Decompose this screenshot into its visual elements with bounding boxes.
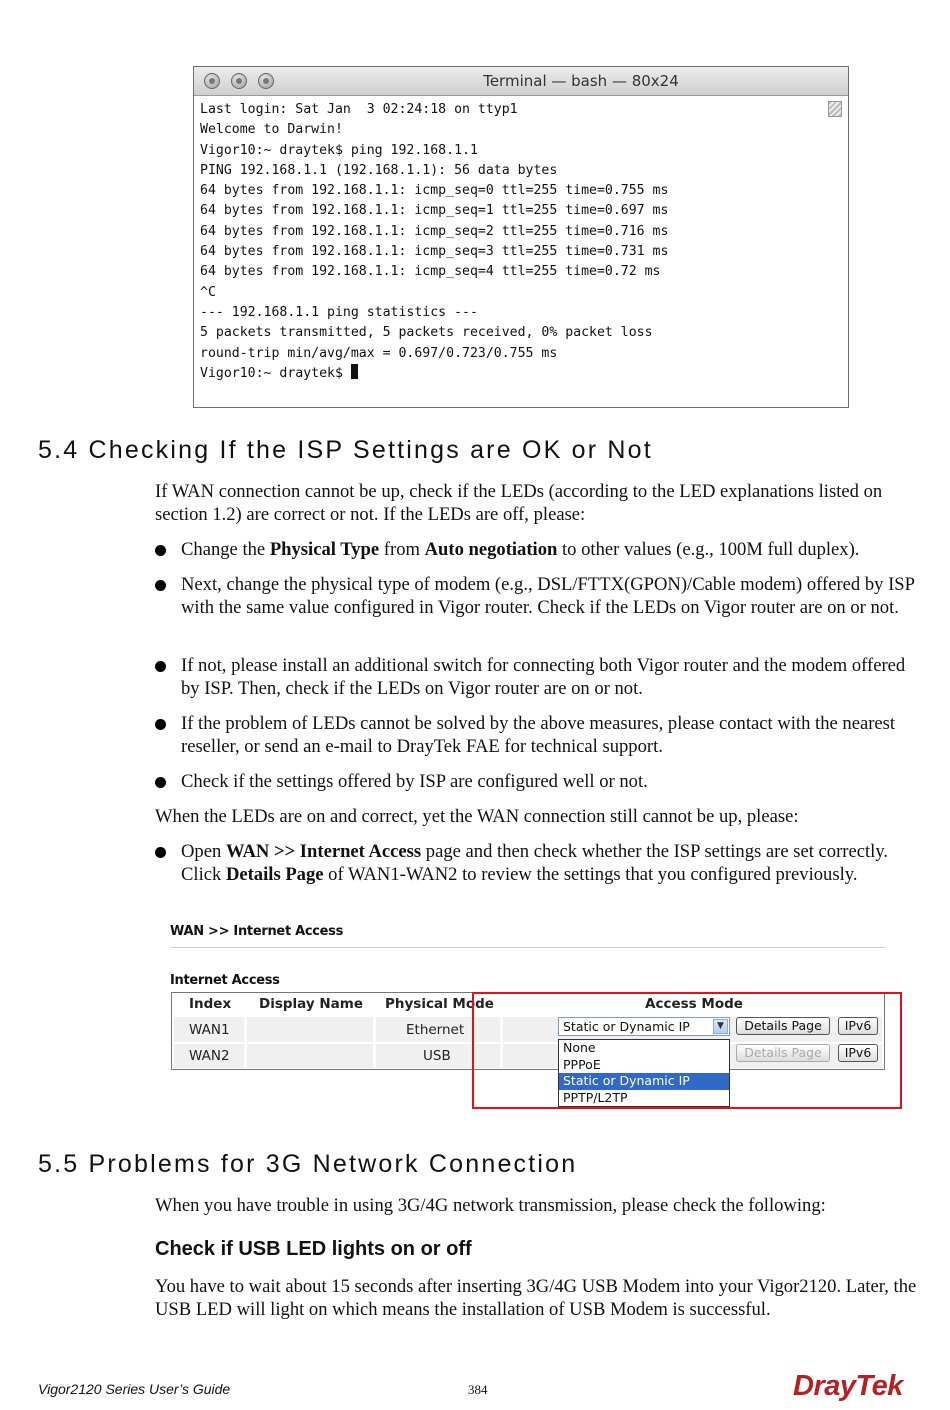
resize-grip-icon[interactable] [828,101,842,117]
wan1-details-page-button[interactable]: Details Page [736,1017,830,1035]
divider [170,947,886,948]
bullet-text: If the problem of LEDs cannot be solved by the above measures, please contact with the nearest reseller, or send an e-mail to DrayTek FAE for technical support. [181,713,896,757]
bullet-text: Open [181,841,226,862]
page-number: 384 [468,1382,488,1397]
bullet-text: If not, please install an additional switch for connecting both Vigor router and the modem offered by ISP. Then, check if the LEDs on Vigor router are on or not. [181,655,906,699]
footer-guide-title: Vigor2120 Series User’s Guide [38,1381,231,1397]
chevron-down-icon[interactable]: ▼ [713,1019,728,1034]
terminal-window [193,66,849,408]
terminal-line: 5 packets transmitted, 5 packets received, 0% packet loss [200,325,653,341]
section55-body: You have to wait about 15 seconds after inserting 3G/4G USB Modem into your Vigor2120. Later, the USB LED will light on which means the installation of USB Modem is successful. [155,1276,917,1320]
internet-access-label: Internet Access [170,973,280,988]
terminal-line: Vigor10:~ draytek$ ping 192.168.1.1 [200,142,478,158]
terminal-line: --- 192.168.1.1 ping statistics --- [200,304,478,320]
terminal-line: PING 192.168.1.1 (192.168.1.1): 56 data bytes [200,162,558,178]
table-cell [247,1044,373,1068]
bullet-text: to other values (e.g., 100M full duplex). [557,539,860,560]
bullet-text: of WAN1-WAN2 to review the settings that you configured previously. [323,864,858,885]
column-header-display-name: Display Name [259,996,363,1012]
row-physical-mode: USB [423,1048,451,1064]
bullet-item [155,712,925,758]
bullet-item [155,538,925,561]
bullet-item [155,573,925,619]
terminal-title: Terminal — bash — 80x24 [483,72,679,90]
section54-when: When the LEDs are on and correct, yet the WAN connection still cannot be up, please: [155,806,799,827]
terminal-line: Welcome to Darwin! [200,122,343,138]
draytek-logo: DrayTek [793,1370,903,1402]
dropdown-option-pptp-l2tp[interactable]: PPTP/L2TP [563,1089,628,1105]
bullet-text: Next, change the physical type of modem (e.g., DSL/FTTX(GPON)/Cable modem) offered by ISP with the same value configured in Vigor router. Check if the LEDs on Vigor router are on or not. [181,574,915,618]
bullet-dot-icon [155,545,166,556]
section54-intro: If WAN connection cannot be up, check if the LEDs (according to the LED explanations listed on section 1.2) are correct or not. If the LEDs are off, please: [155,481,883,525]
terminal-line: round-trip min/avg/max = 0.697/0.723/0.755 ms [200,345,558,361]
terminal-line: 64 bytes from 192.168.1.1: icmp_seq=3 ttl=255 time=0.731 ms [200,244,669,260]
bullet-text: page and then check whether the ISP settings are set correctly. Click [181,841,889,885]
terminal-prompt: Vigor10:~ draytek$ [200,365,351,381]
highlight-box [472,992,902,1109]
bullet-bold-text: Auto negotiation [424,539,558,560]
bullet-dot-icon [155,719,166,730]
bullet-text: Change the [181,539,270,560]
bullet-item [155,840,925,886]
terminal-line: ^C [200,284,216,300]
terminal-line: 64 bytes from 192.168.1.1: icmp_seq=1 ttl=255 time=0.697 ms [200,203,669,219]
row-physical-mode: Ethernet [406,1022,465,1038]
terminal-cursor [351,364,358,379]
section-heading-5-5: 5.5 Problems for 3G Network Connection [38,1150,578,1178]
wan-page-title: WAN >> Internet Access [170,924,344,939]
bullet-text: Check if the settings offered by ISP are configured well or not. [181,771,648,792]
wan2-ipv6-button[interactable]: IPv6 [838,1044,878,1062]
column-header-index: Index [189,996,232,1012]
access-mode-selected-value: Static or Dynamic IP [563,1019,690,1034]
section-heading-5-4: 5.4 Checking If the ISP Settings are OK or Not [38,436,653,464]
bullet-dot-icon [155,847,166,858]
terminal-line: Last login: Sat Jan 3 02:24:18 on ttyp1 [200,102,518,117]
bullet-dot-icon [155,777,166,788]
wan1-ipv6-button[interactable]: IPv6 [838,1017,878,1035]
terminal-prompt-line [200,364,668,384]
column-header-access-mode: Access Mode [645,996,743,1012]
terminal-line: 64 bytes from 192.168.1.1: icmp_seq=2 ttl=255 time=0.716 ms [200,223,669,239]
bullet-dot-icon [155,580,166,591]
bullet-bold-text: Details Page [225,864,324,885]
row-index: WAN2 [189,1048,230,1064]
bullet-bold-text: Physical Type [269,539,380,560]
terminal-titlebar [194,67,848,96]
subheading-usb-led: Check if USB LED lights on or off [155,1238,472,1260]
bullet-text: from [379,539,425,560]
dropdown-option-static-dynamic-ip[interactable]: Static or Dynamic IP [559,1073,729,1090]
column-header-physical-mode: Physical Mode [385,996,494,1012]
dropdown-option-pppoe[interactable]: PPPoE [563,1056,601,1072]
bullet-bold-text: WAN >> Internet Access [225,841,422,862]
wan-internet-access-screenshot [168,920,908,1120]
terminal-line: 64 bytes from 192.168.1.1: icmp_seq=4 ttl=255 time=0.72 ms [200,264,661,280]
bullet-item [155,654,925,700]
dropdown-option-none[interactable]: None [563,1040,596,1055]
wan2-details-page-button[interactable]: Details Page [736,1044,830,1062]
bullet-item [155,770,925,793]
row-index: WAN1 [189,1022,230,1038]
table-cell [247,1017,373,1042]
terminal-line: 64 bytes from 192.168.1.1: icmp_seq=0 ttl=255 time=0.755 ms [200,183,669,199]
section55-intro: When you have trouble in using 3G/4G network transmission, please check the following: [155,1195,826,1216]
terminal-output [200,100,668,384]
bullet-dot-icon [155,661,166,672]
